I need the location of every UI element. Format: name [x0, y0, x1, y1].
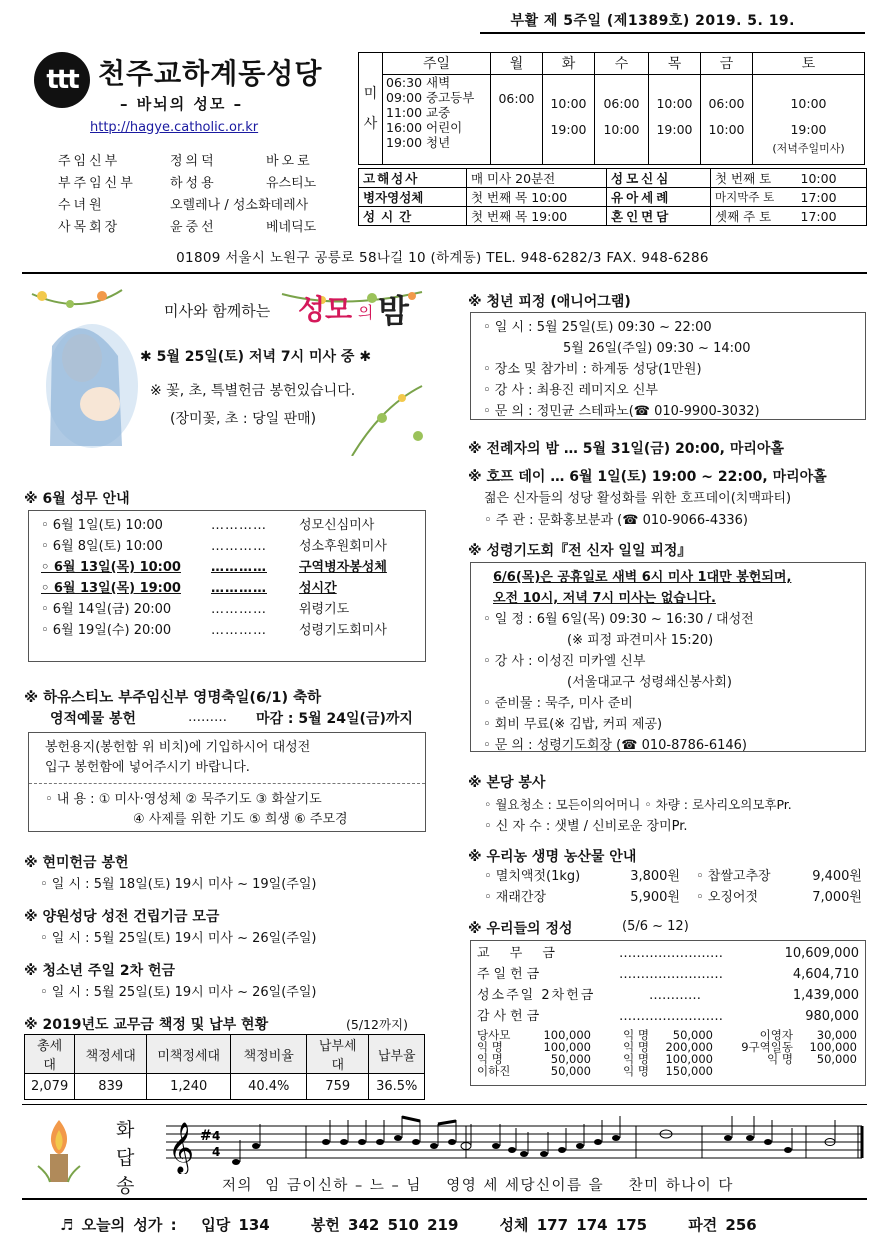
- mass-label-text: 미사: [363, 85, 378, 132]
- todays-hymns: ♬ 오늘의 성가 : 입당 134 봉헌 342 510 219 성체 177 174 175 파견 256: [60, 1216, 757, 1234]
- church-address: 01809 서울시 노원구 공릉로 58나길 10 (하계동) TEL. 948-6282/3 FAX. 948-6286: [176, 250, 709, 266]
- staff-row: [58, 216, 316, 235]
- sacrament-time: 17:00: [797, 207, 867, 226]
- dots: …………: [211, 518, 267, 533]
- feast-body: 봉헌용지(봉헌함 위 비치)에 기입하시어 대성전: [45, 740, 311, 755]
- devotion-amount: 10,609,000: [784, 946, 859, 961]
- staff-baptism: 유스티노: [266, 176, 317, 191]
- dues-value: 2,079: [25, 1074, 75, 1100]
- treble-clef-icon: 𝄞: [168, 1122, 195, 1173]
- day-header: 주일: [383, 53, 491, 75]
- offering-title: ※ 양원성당 성전 건립기금 모금: [24, 909, 220, 925]
- feast-content: ④ 사제를 위한 기도 ⑤ 희생 ⑥ 주모경: [133, 812, 348, 827]
- schedule-event: 성모신심미사: [299, 518, 375, 533]
- mass-time: 10:00: [603, 122, 640, 137]
- mass-time: 10:00: [656, 96, 693, 111]
- response-label: [116, 1116, 134, 1200]
- banner-title-c: 밤: [378, 292, 409, 330]
- spirit-notice: 오전 10시, 저녁 7시 미사는 없습니다.: [493, 591, 716, 606]
- mass-time: 19:00: [550, 122, 587, 137]
- farm-item: ◦ 재래간장: [484, 890, 547, 905]
- staff-baptism: 베네딕도: [266, 220, 317, 235]
- saturday-masses: [753, 75, 865, 165]
- dues-header: 책정비율: [231, 1035, 307, 1074]
- mass-time: 19:00 청년: [386, 135, 451, 150]
- farm-row: [484, 866, 864, 887]
- day-header: 토: [753, 53, 865, 75]
- spirit-line: (※ 피정 파견미사 15:20): [567, 633, 714, 648]
- june-schedule: [28, 510, 426, 662]
- hope-title: ※ 호프 데이 … 6월 1일(토) 19:00 ~ 22:00, 마리아홀: [468, 469, 827, 485]
- youth-line: ◦ 장소 및 참가비 : 하계동 성당(1만원): [483, 362, 702, 377]
- donor-name: 이하진: [477, 1064, 511, 1078]
- sacrament-time: 17:00: [797, 188, 867, 207]
- feast-title: ※ 하유스티노 부주임신부 영명축일(6/1) 축하: [24, 690, 322, 706]
- feast-content: ◦ 내 용 : ① 미사·영성체 ② 묵주기도 ③ 화살기도: [45, 792, 322, 807]
- dues-header: 미책정세대: [147, 1035, 231, 1074]
- tuesday-masses: [543, 75, 595, 165]
- youth-line: ◦ 강 사 : 최용진 레미지오 신부: [483, 383, 658, 398]
- list-item: [41, 620, 413, 641]
- dots: …………: [649, 988, 701, 1003]
- candle-icon: [34, 1116, 84, 1188]
- banner-note: (장미꽃, 초 : 당일 판매): [170, 411, 317, 427]
- feast-title-2: 영적예물 봉헌: [50, 711, 137, 727]
- dues-title: ※ 2019년도 교무금 책정 및 납부 현황: [24, 1017, 269, 1033]
- issue-info: 부활 제 5주일 (제1389호) 2019. 5. 19.: [510, 13, 795, 29]
- donor-amount: 30,000: [816, 1028, 857, 1042]
- church-logo: ttt: [34, 52, 90, 108]
- hope-line: ◦ 주 관 : 문화홍보분과 (☎ 010-9066-4336): [484, 513, 749, 528]
- devotion-label: 주일헌금: [477, 967, 544, 982]
- mass-label: [359, 53, 383, 165]
- donor-name: 익 명: [623, 1052, 649, 1066]
- mass-time: 10:00: [708, 122, 745, 137]
- farm-price: 7,000원: [812, 890, 862, 905]
- dues-value: 839: [75, 1074, 147, 1100]
- spirit-title: ※ 성령기도회『전 신자 일일 피정』: [468, 543, 692, 559]
- staff-role: 사목회장: [58, 220, 121, 235]
- donor-name: 익 명: [623, 1040, 649, 1054]
- sacrament-table: [358, 168, 867, 226]
- mass-time: 06:00: [603, 96, 640, 111]
- staff-row: [58, 172, 316, 191]
- svg-text:#: #: [200, 1128, 212, 1144]
- day-header: 목: [649, 53, 701, 75]
- spirit-box: [470, 562, 866, 752]
- sacrament-time: 10:00: [797, 169, 867, 188]
- donor-name: 9구역일동: [741, 1040, 793, 1054]
- staff-name: 윤중선: [170, 220, 217, 235]
- schedule-date: ◦ 6월 1일(토) 10:00: [41, 518, 163, 533]
- mass-schedule-table: [358, 52, 865, 165]
- mass-time: 06:00: [498, 91, 535, 106]
- devotion-amount: 4,604,710: [792, 967, 859, 982]
- divider: [22, 272, 867, 274]
- sacrament-time: 매 미사 20분전: [467, 169, 607, 188]
- banner-title-b: 의: [358, 303, 374, 322]
- donor-amount: 100,000: [809, 1040, 857, 1054]
- spirit-line: ◦ 문 의 : 성령기도회장 (☎ 010-8786-6146): [483, 738, 748, 753]
- schedule-date: ◦ 6월 13일(목) 10:00: [41, 560, 181, 575]
- list-item: [41, 578, 413, 599]
- staff-name: 하성용: [170, 176, 217, 191]
- mass-time: 10:00: [550, 96, 587, 111]
- dues-value: 40.4%: [231, 1074, 307, 1100]
- donor-name: 당사모: [477, 1028, 511, 1042]
- divider: [22, 1198, 867, 1200]
- dots: ……………………: [619, 1009, 723, 1024]
- banner-line: 미사와 함께하는: [164, 302, 271, 320]
- donor-list: [477, 1029, 859, 1077]
- sacrament-time: 첫 번째 목 19:00: [467, 207, 607, 226]
- farm-row: [484, 887, 864, 908]
- mass-time: 19:00: [656, 122, 693, 137]
- banner-date: ✱ 5월 25일(토) 저녁 7시 미사 중 ✱: [140, 349, 372, 365]
- dues-table: [24, 1034, 425, 1100]
- staff-baptism: 바오로: [266, 154, 313, 169]
- day-header: 월: [491, 53, 543, 75]
- svg-text:4: 4: [212, 1129, 221, 1143]
- ministers-night: ※ 전례자의 밤 … 5월 31일(금) 20:00, 마리아홀: [468, 441, 784, 457]
- donor-name: 익 명: [477, 1052, 503, 1066]
- list-item: [41, 557, 413, 578]
- mass-time: 06:00: [708, 96, 745, 111]
- dots: ………: [188, 710, 227, 725]
- schedule-date: ◦ 6월 14일(금) 20:00: [41, 602, 172, 617]
- donor-amount: 150,000: [665, 1064, 713, 1078]
- donor-row: [477, 1065, 859, 1077]
- staff-role: 부주임신부: [58, 176, 136, 191]
- devotion-period: (5/6 ~ 12): [622, 919, 689, 934]
- mass-time: 19:00: [790, 122, 827, 137]
- schedule-event: 위령기도: [299, 602, 350, 617]
- service-line: ◦ 월요청소 : 모든이의어머니 ◦ 차량 : 로사리오의모후Pr.: [484, 797, 792, 812]
- devotion-amount: 980,000: [805, 1009, 859, 1024]
- farm-list: [484, 866, 864, 908]
- staff-row: [58, 194, 308, 213]
- response-label-char: 송: [116, 1175, 135, 1197]
- dots: …………: [211, 560, 267, 575]
- spirit-line: ◦ 일 정 : 6월 6일(목) 09:30 ~ 16:30 / 대성전: [483, 612, 754, 627]
- spirit-line: ◦ 준비물 : 묵주, 미사 준비: [483, 696, 633, 711]
- response-label-char: 화: [116, 1119, 135, 1141]
- banner-note: ※ 꽃, 초, 특별헌금 봉헌있습니다.: [150, 383, 356, 399]
- response-label-char: 답: [116, 1147, 135, 1169]
- dots: …………: [211, 581, 267, 596]
- day-header: 금: [701, 53, 753, 75]
- staff-role: 수녀원: [58, 198, 105, 213]
- youth-box: [470, 312, 866, 420]
- sacrament-name: 고해성사: [359, 169, 467, 188]
- mass-time: 09:00 중고등부: [386, 90, 475, 105]
- divider: [22, 1104, 867, 1105]
- schedule-event: 성령기도회미사: [299, 623, 387, 638]
- devotion-row: [477, 943, 859, 964]
- donor-name: 익 명: [623, 1064, 649, 1078]
- spirit-notice: 6/6(목)은 공휴일로 새벽 6시 미사 1대만 봉헌되며,: [493, 570, 792, 585]
- church-url-link[interactable]: http://hagye.catholic.or.kr: [90, 120, 259, 135]
- devotion-row: [477, 985, 859, 1006]
- youth-line: ◦ 일 시 : 5월 25일(토) 09:30 ~ 22:00: [483, 320, 712, 335]
- schedule-date: ◦ 6월 13일(목) 19:00: [41, 581, 181, 596]
- mass-note: (저녁주일미사): [772, 142, 845, 155]
- staff-name: 정의덕: [170, 154, 217, 169]
- offering-detail: ◦ 일 시 : 5월 25일(토) 19시 미사 ~ 26일(주일): [40, 985, 317, 1000]
- divider: [29, 783, 425, 784]
- offering-title: ※ 현미헌금 봉헌: [24, 855, 129, 871]
- schedule-event: 구역병자봉성체: [299, 560, 387, 575]
- farm-item: ◦ 찹쌀고추장: [696, 869, 771, 884]
- dots: ……………………: [619, 967, 723, 982]
- offering-detail: ◦ 일 시 : 5월 18일(토) 19시 미사 ~ 19일(주일): [40, 877, 317, 892]
- banner-title-a: 성모: [298, 293, 353, 326]
- mass-time: 11:00 교중: [386, 105, 451, 120]
- dues-value: 759: [307, 1074, 369, 1100]
- sacrament-day: 셋째 주 토: [711, 207, 797, 226]
- donor-amount: 100,000: [543, 1028, 591, 1042]
- youth-title: ※ 청년 피정 (애니어그램): [468, 294, 631, 310]
- day-header: 수: [595, 53, 649, 75]
- dues-header: 납부세대: [307, 1035, 369, 1074]
- mass-time: 10:00: [790, 96, 827, 111]
- farm-price: 5,900원: [630, 890, 680, 905]
- mary-night-banner: [22, 286, 430, 456]
- music-staff: [166, 1112, 866, 1174]
- church-name: 천주교하계동성당: [98, 57, 323, 90]
- donor-amount: 50,000: [550, 1064, 591, 1078]
- donor-name: 익 명: [767, 1052, 793, 1066]
- sunday-masses: [383, 75, 491, 165]
- dots: ……………………: [619, 946, 723, 961]
- devotion-box: [470, 940, 866, 1086]
- farm-price: 9,400원: [812, 869, 862, 884]
- offering-title: ※ 청소년 주일 2차 헌금: [24, 963, 176, 979]
- service-title: ※ 본당 봉사: [468, 775, 546, 791]
- staff-name: 오렐레나 / 성소화데레사: [170, 198, 309, 213]
- spirit-line: (서울대교구 성령쇄신봉사회): [567, 675, 732, 690]
- donor-amount: 200,000: [665, 1040, 713, 1054]
- devotion-title: ※ 우리들의 정성: [468, 921, 573, 937]
- thursday-masses: [649, 75, 701, 165]
- farm-item: ◦ 오징어젓: [696, 890, 759, 905]
- farm-price: 3,800원: [630, 869, 680, 884]
- sacrament-name: 유아세례: [607, 188, 711, 207]
- schedule-event: 성시간: [299, 581, 337, 596]
- dues-note: (5/12까지): [346, 1017, 408, 1032]
- schedule-event: 성소후원회미사: [299, 539, 387, 554]
- monday-masses: [491, 75, 543, 165]
- dues-value: 36.5%: [369, 1074, 425, 1100]
- svg-text:4: 4: [212, 1145, 221, 1159]
- sacrament-day: 마지막주 토: [711, 188, 797, 207]
- spirit-line: ◦ 강 사 : 이성진 미카엘 신부: [483, 654, 646, 669]
- devotion-label: 감사헌금: [477, 1009, 544, 1024]
- staff-row: [58, 150, 313, 169]
- friday-masses: [701, 75, 753, 165]
- mass-time: 16:00 어린이: [386, 120, 463, 135]
- divider: [480, 32, 865, 34]
- service-line: ◦ 신 자 수 : 샛별 / 신비로운 장미Pr.: [484, 819, 688, 834]
- dues-header: 총세대: [25, 1035, 75, 1074]
- youth-line: ◦ 문 의 : 정민균 스테파노(☎ 010-9900-3032): [483, 404, 760, 419]
- day-header: 화: [543, 53, 595, 75]
- donor-amount: 100,000: [543, 1040, 591, 1054]
- sacrament-day: 첫 번째 토: [711, 169, 797, 188]
- list-item: [41, 536, 413, 557]
- sacrament-name: 성모신심: [607, 169, 711, 188]
- schedule-date: ◦ 6월 19일(수) 20:00: [41, 623, 172, 638]
- feast-body: 입구 봉헌함에 넣어주시기 바랍니다.: [45, 760, 250, 775]
- staff-role: 주임신부: [58, 154, 121, 169]
- sacrament-name: 병자영성체: [359, 188, 467, 207]
- donor-name: 이영자: [759, 1028, 793, 1042]
- wednesday-masses: [595, 75, 649, 165]
- donor-amount: 50,000: [816, 1052, 857, 1066]
- june-title: ※ 6월 성무 안내: [24, 491, 130, 507]
- donor-amount: 50,000: [550, 1052, 591, 1066]
- list-item: [41, 515, 413, 536]
- devotion-row: [477, 964, 859, 985]
- donor-name: 익 명: [623, 1028, 649, 1042]
- church-subtitle: – 바뇌의 성모 –: [120, 95, 244, 113]
- dots: …………: [211, 602, 267, 617]
- feast-box: [28, 732, 426, 832]
- devotion-amount: 1,439,000: [792, 988, 859, 1003]
- farm-title: ※ 우리농 생명 농산물 안내: [468, 849, 637, 865]
- list-item: [41, 599, 413, 620]
- hope-line: 젊은 신자들의 성당 활성화를 위한 호프데이(치맥파티): [484, 491, 792, 506]
- devotion-row: [477, 1006, 859, 1027]
- donor-amount: 100,000: [665, 1052, 713, 1066]
- youth-line: 5월 26일(주일) 09:30 ~ 14:00: [563, 341, 751, 356]
- spirit-line: ◦ 회비 무료(※ 김밥, 커피 제공): [483, 717, 663, 732]
- farm-item: ◦ 멸치액젓(1kg): [484, 869, 581, 884]
- schedule-date: ◦ 6월 8일(토) 10:00: [41, 539, 163, 554]
- dues-header: 책정세대: [75, 1035, 147, 1074]
- sacrament-name: 혼인면담: [607, 207, 711, 226]
- donor-name: 익 명: [477, 1040, 503, 1054]
- feast-deadline: 마감 : 5월 24일(금)까지: [256, 711, 413, 727]
- devotion-label: 교 무 금: [477, 946, 563, 961]
- sacrament-time: 첫 번째 목 10:00: [467, 188, 607, 207]
- dues-header: 납부율: [369, 1035, 425, 1074]
- response-lyrics: 저의 임 금이신하 – 느 – 님 영영 세 세당신이름 을 찬미 하나이 다: [222, 1178, 734, 1194]
- dots: …………: [211, 623, 267, 638]
- sacrament-name: 성시간: [359, 207, 467, 226]
- dots: …………: [211, 539, 267, 554]
- donor-amount: 50,000: [672, 1028, 713, 1042]
- devotion-label: 성소주일 2차헌금: [477, 988, 596, 1003]
- offering-detail: ◦ 일 시 : 5월 25일(토) 19시 미사 ~ 26일(주일): [40, 931, 317, 946]
- mass-time: 06:30 새벽: [386, 75, 451, 90]
- dues-value: 1,240: [147, 1074, 231, 1100]
